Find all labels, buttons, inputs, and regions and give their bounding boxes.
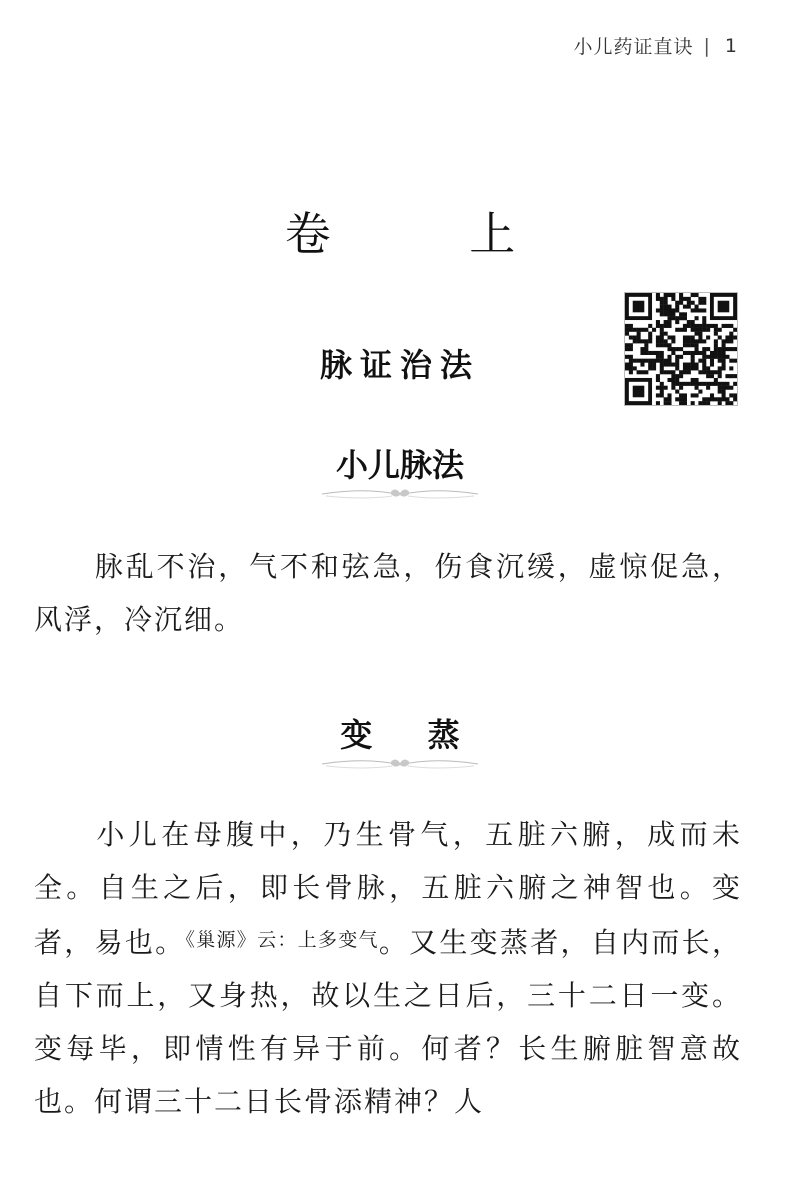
paragraph-bian-zheng [34,808,742,1128]
pulse-method-text: 脉乱不治，气不和弦急，伤食沉缓，虚惊促急，风浮，冷沉细。 [34,550,742,636]
bian-zheng-text-2: 。又生变蒸者，自内而长，自下而上，又身热，故以生之日后，三十二日一变。变每毕，即情性有异于前。何者？长生腑脏智意故也。何谓三十二日长骨添精神？人 [34,926,742,1118]
section-divider-ornament [320,484,480,502]
section-divider-ornament [320,754,480,772]
paragraph-pulse-method [34,540,742,646]
running-header [573,32,738,59]
book-title: 小儿药证直诀 [573,36,694,58]
chapter-title: 脉证治法 [319,346,480,384]
section-title-pulse-method: 小儿脉法 [335,446,464,484]
page-number: 1 [724,34,738,57]
citation-note: 《巢源》云：上多变气 [185,929,379,951]
header-separator: | [703,34,711,57]
section-title-bian-zheng: 变 蒸 [340,716,482,754]
volume-title: 卷 上 [284,207,578,261]
bian-zheng-text-1: 小儿在母腹中，乃生骨气，五脏六腑，成而未全。自生之后，即长骨脉，五脏六腑之神智也。变者，易也。 [34,818,742,959]
